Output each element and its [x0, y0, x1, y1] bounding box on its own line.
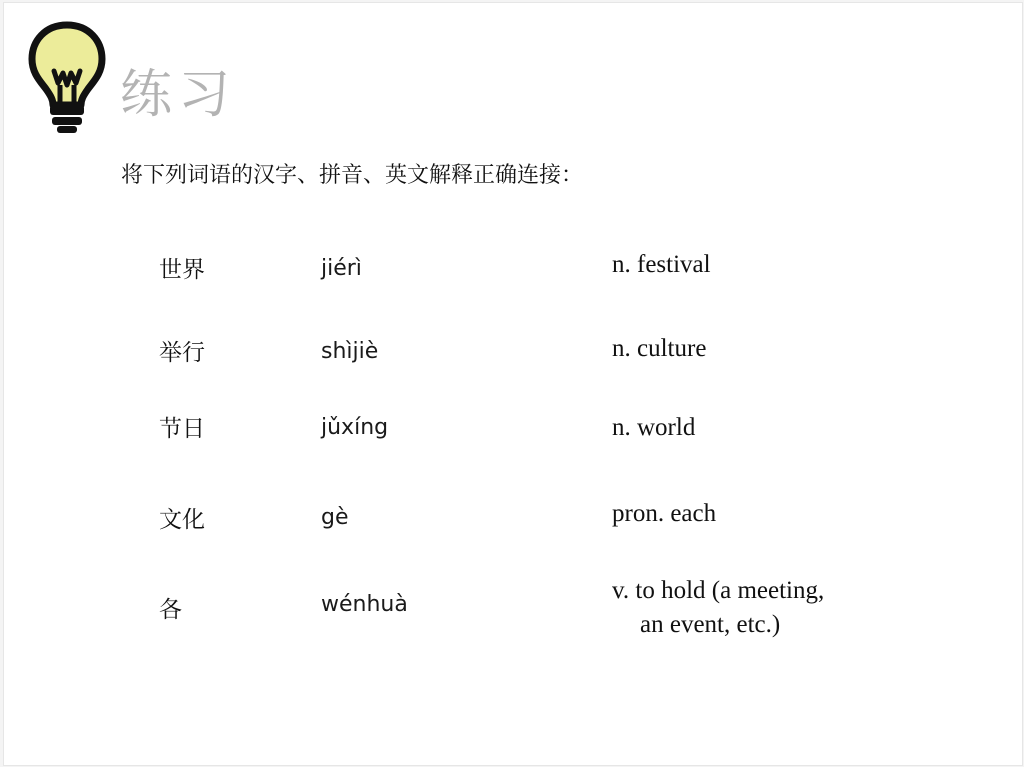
hanzi-item: 节日	[159, 416, 205, 442]
pinyin-item: gè	[321, 505, 349, 530]
definition-item	[612, 574, 824, 642]
definition-item	[612, 497, 716, 531]
pinyin-item: shìjiè	[321, 339, 379, 364]
definition-line: v. to hold (a meeting,	[612, 577, 825, 604]
definition-line: n. culture	[612, 335, 707, 362]
definition-line: n. festival	[612, 251, 711, 278]
definition-line-continued: an event, etc.)	[640, 610, 781, 638]
slide	[3, 2, 1023, 766]
definition-item	[612, 248, 711, 282]
instruction-text: 将下列词语的汉字、拼音、英文解释正确连接：	[121, 163, 584, 188]
page-title: 练习	[120, 65, 237, 125]
hanzi-item: 举行	[159, 340, 205, 366]
definition-item	[612, 332, 706, 366]
lightbulb-icon	[24, 19, 110, 135]
definition-item	[612, 411, 695, 445]
hanzi-item: 文化	[159, 507, 205, 533]
pinyin-item: jiérì	[321, 256, 362, 281]
definition-line: pron. each	[612, 500, 717, 527]
definition-line: n. world	[612, 414, 696, 441]
pinyin-item: jǔxíng	[321, 415, 389, 440]
hanzi-item: 各	[159, 597, 182, 623]
pinyin-item: wénhuà	[321, 592, 408, 617]
hanzi-item: 世界	[159, 257, 205, 283]
